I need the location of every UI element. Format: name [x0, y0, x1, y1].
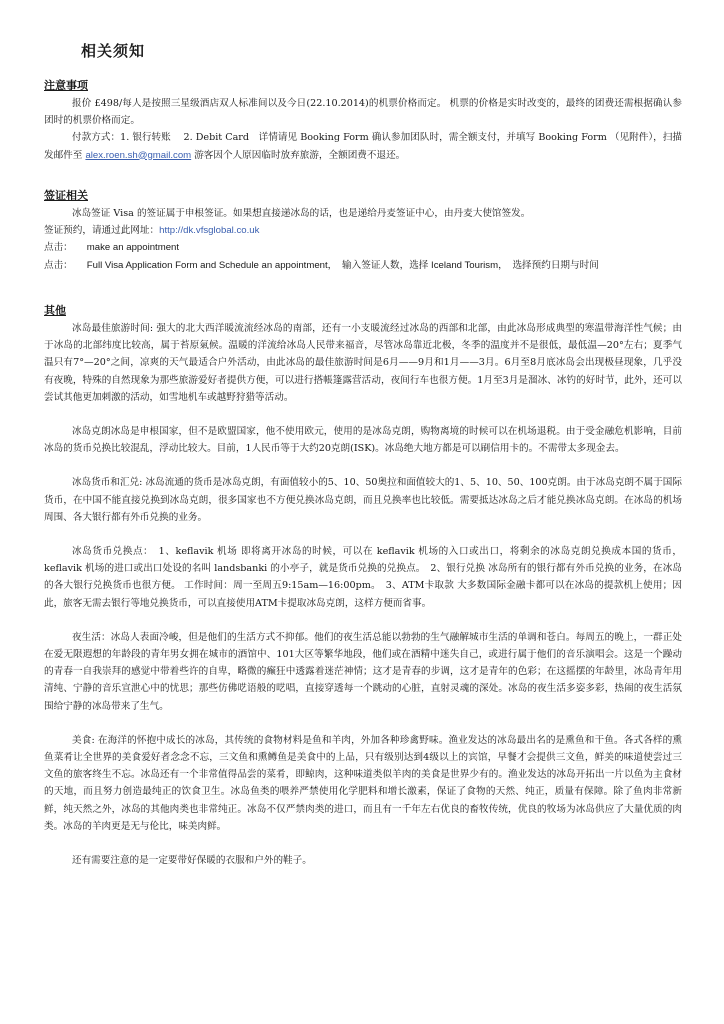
visa-heading: 签证相关	[44, 189, 88, 202]
click-step-2	[44, 257, 682, 274]
visa-appointment-prefix: 签证预约，请通过此网址：	[44, 225, 160, 237]
nightlife-paragraph: 夜生活：冰岛人表面冷峻，但是他们的生活方式不抑郁。他们的夜生活总能以勃勃的生气融解城市生活的单调和苍白。每周五的晚上，一群正处在爱无限遐想的年龄段的青年男女拥在城市的酒馆中、101大区等繁华地段，他们或在酒精中迷失自己，或进行属于他们的音乐演唱会。这是一个躁动的青春一自我崇拜的感觉中带着些许的自卑，略微的癫狂中透露着迷茫神情；这才是青春的步调，这才是青年的色彩；在这摇摆的年龄里，冰岛青年用清纯、宁静的音乐宣泄心中的忧思；那些仿佛呓语般的呓唱，直接穿透每一个跳动的心脏，直射灵魂的深处。冰岛的夜生活多姿多彩，热闹的夜生活氛围给宁静的冰岛带来了生气。	[44, 631, 682, 712]
payment-paragraph	[44, 129, 682, 163]
food-paragraph: 美食: 在海洋的怀抱中成长的冰岛，其传统的食物材料是鱼和羊肉，外加各种珍禽野味。渔业发达的冰岛最出名的是熏鱼和干鱼。各式各样的熏鱼菜肴让全世界的美食爱好者念念不忘，三文鱼和熏鳟鱼是美食中的上品，只有级别达到4级以上的宾馆，早餐才会提供三文鱼，鲜美的味道使尝过三文鱼的旅客终生不忘。冰岛还有一个非常值得品尝的菜肴，即鲸肉，这种味道类似羊肉的美食是世界少有的。渔业发达的冰岛开拓出一片以鱼为主食材的天地，而且努力创造最纯正的饮食卫生。冰岛鱼类的喂养严禁使用化学肥料和增长激素，保证了食物的天然、纯正，质量有保障。除了鱼肉非常新鲜，纯天然之外，冰岛的其他肉类也非常纯正。冰岛不仅严禁肉类的进口，而且有一千年左右优良的畜牧传统，优良的牧场为冰岛供应了大量优质的肉类。冰岛的羊肉更是无与伦比，味美肉鲜。	[44, 734, 682, 832]
closing-note-paragraph: 还有需要注意的是一定要带好保暖的衣服和户外的鞋子。	[72, 855, 312, 867]
best-time-paragraph: 冰岛最佳旅游时间: 强大的北大西洋暖流流经冰岛的南部，还有一小支暖流经过冰岛的西部和北部，由此冰岛形成典型的寒温带海洋性气候；由于冰岛的北部纬度比较高，属于苔原氣候。温暖的洋流给冰岛人民带来福音，尽管冰岛靠近北极，冬季的温度并不是很低，最低温—20°左右；夏季气温只有7°—20°之间，凉爽的天气最适合户外活动，由此冰岛的最佳旅游时间是6月——9月和1月——3月。6月至8月底冰岛会出现极昼现象，几乎没有夜晚，特殊的自然现象为那些旅游爱好者提供方便，可以进行搭帳篷露营活动，夜间行车也很方便。1月至3月是溜冰、冰钓的好时节，此外，还可以尝试其他更加刺激的活动，如雪地机车或越野狩猎等活动。	[44, 323, 682, 403]
other-section	[44, 303, 682, 869]
click-step-1-text: make an appointment	[86, 242, 180, 254]
krona-paragraph: 冰岛克朗冰岛是申根国家，但不是欧盟国家，他不使用欧元，使用的是冰岛克朗，购物离境的时候可以在机场退税。由于受金融危机影响，目前冰岛的货币兑换比较混乱，浮动比较大。目前，1人民币等于大约20克朗(ISK)。冰岛绝大地方都是可以刷信用卡的。不需带太多现金去。	[44, 426, 682, 455]
notice-heading: 注意事项	[44, 79, 88, 92]
contact-email-link[interactable]: alex.roen.sh@gmail.com	[85, 149, 192, 161]
visa-section	[44, 188, 682, 274]
visa-appointment-line	[44, 222, 682, 239]
click-step-1	[44, 239, 682, 256]
payment-suffix: 游客因个人原因临时放弃旅游，全额团费不退还。	[191, 149, 406, 161]
vfs-url-link[interactable]: http://dk.vfsglobal.co.uk	[159, 225, 260, 237]
visa-info-line: 冰岛签证 Visa 的签证属于申根签证。如果想直接递冰岛的话，也是递给丹麦签证中心，由丹麦大使馆签发。	[72, 208, 531, 219]
price-paragraph: 报价 £498/每人是按照三星级酒店双人标准间以及今日(22.10.2014)的机票价格而定。 机票的价格是实时改变的，最终的团费还需根据确认参团时的机票价格而定。	[44, 98, 682, 127]
payment-prefix: 付款方式：1. 银行转账 2. Debit Card 详情请见 Booking Form 确认参加团队时，需全额支付，并填写 Booking Form （见附件），扫描发邮件至	[44, 132, 682, 161]
exchange-points-paragraph: 冰岛货币兑换点： 1、keflavik 机场 即将离开冰岛的时候，可以在 keflavik 机场的入口或出口，将剩余的冰岛克朗兑换成本国的货币，keflavik 机场的进口或出口处设的名叫 landsbanki 的小亭子，就是货币兑换的兑换点。 2、银行兑换 冰岛所有的银行都有外币兑换的业务，在冰岛的各大银行兑换货币也很方便。 工作时间：周一至周五9:15am—16:00pm。 3、ATM卡取款 大多数国际金融卡都可以在冰岛的提款机上使用；因此，旅客无需去银行等地兑换货币，可以直接使用ATM卡提取冰岛克朗，这样方便而省事。	[44, 546, 682, 609]
notice-section	[44, 78, 682, 164]
click-step-1-label: 点击：	[44, 242, 73, 254]
click-step-2-label: 点击：	[44, 259, 73, 271]
currency-exchange-paragraph: 冰岛货币和汇兑: 冰岛流通的货币是冰岛克朗，有面值较小的5、10、50奥拉和面值较大的1、5、10、50、100克朗。由于冰岛克朗不属于国际货币，在中国不能直接兑换到冰岛克朗，很多国家也不方便兑换冰岛克朗，而且兑换率也比较低。需要抵达冰岛之后才能兑换冰岛克朗。在冰岛的机场周围、各大银行都有外币兑换的业务。	[44, 477, 682, 523]
click-step-2-text: Full Visa Application Form and Schedule an appointment， 输入签证人数，选择 Iceland Tourism， 选择预约日期与时间	[86, 259, 599, 271]
page-title: 相关须知	[81, 42, 146, 60]
other-heading: 其他	[44, 304, 66, 317]
